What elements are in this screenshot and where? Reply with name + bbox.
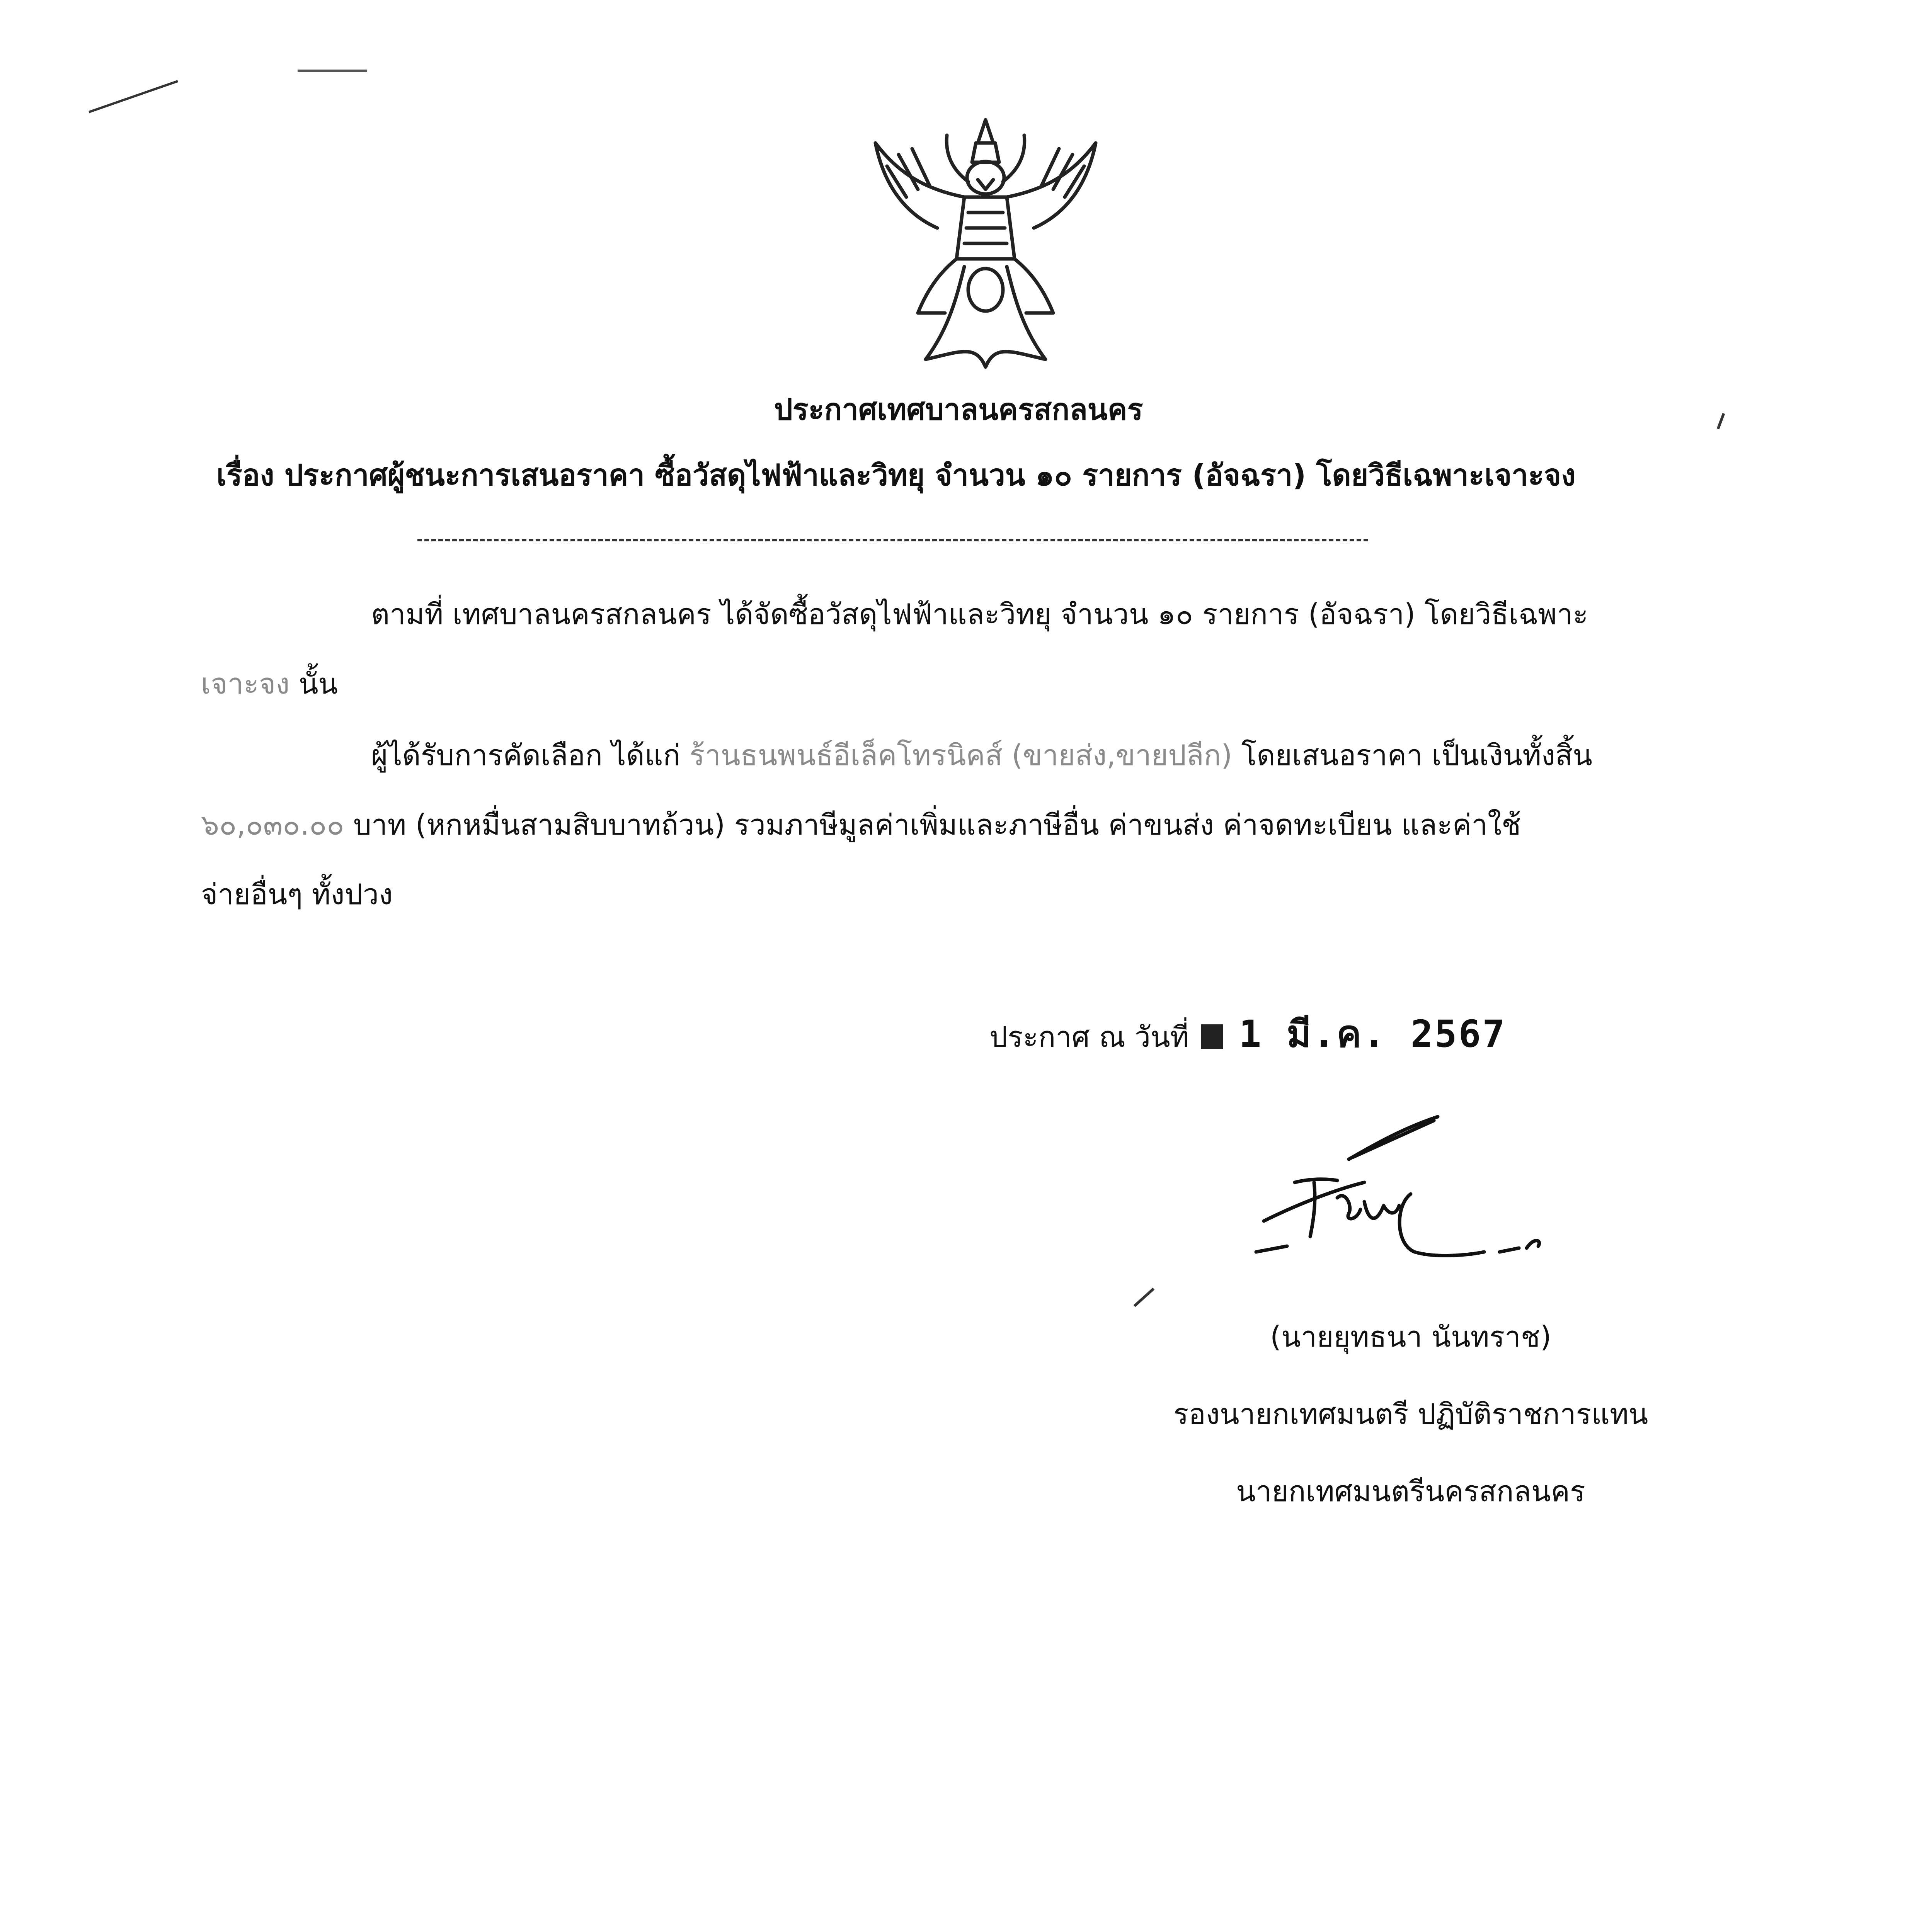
body-paragraph-2-line-2 <box>201 806 1521 844</box>
signatory-position-line-2: นายกเทศมนตรีนครสกลนคร <box>1236 1475 1585 1508</box>
scan-mark <box>298 70 367 72</box>
body-paragraph-2-line-3: จ่ายอื่นๆ ทั้งปวง <box>201 878 393 911</box>
date-value: 1 มี.ค. 2567 <box>1239 1012 1507 1056</box>
announcement-title: ประกาศเทศบาลนครสกลนคร <box>774 392 1143 427</box>
garuda-emblem-icon <box>860 112 1111 383</box>
body-text: นั้น <box>289 667 338 701</box>
date-label: ประกาศ ณ วันที่ <box>989 1020 1189 1054</box>
scan-mark <box>85 73 186 120</box>
selected-vendor: ร้านธนพนธ์อีเล็คโทรนิคส์ (ขายส่ง,ขายปลีก) <box>689 739 1233 772</box>
date-stamp-icon <box>1201 1024 1223 1049</box>
announcement-subject: เรื่อง ประกาศผู้ชนะการเสนอราคา ซื้อวัสดุไฟฟ้าและวิทยุ จำนวน ๑๐ รายการ (อัจฉรา) โดยวิธีเฉพาะเจาะจง <box>216 458 1576 492</box>
signatory-position-line-1: รองนายกเทศมนตรี ปฏิบัติราชการแทน <box>1173 1398 1648 1431</box>
divider-line <box>417 539 1368 541</box>
scan-mark <box>1712 410 1728 433</box>
body-paragraph-1-line-1: ตามที่ เทศบาลนครสกลนคร ได้จัดซื้อวัสดุไฟฟ้าและวิทยุ จำนวน ๑๐ รายการ (อัจฉรา) โดยวิธีเฉพาะ <box>371 598 1588 631</box>
body-text: ผู้ได้รับการคัดเลือก ได้แก่ <box>371 739 690 772</box>
body-text: บาท (หกหมื่นสามสิบบาทถ้วน) รวมภาษีมูลค่าเพิ่มและภาษีอื่น ค่าขนส่ง ค่าจดทะเบียน และค่าใช้ <box>344 808 1521 842</box>
signatory-name: (นายยุทธนา นันทราช) <box>1270 1320 1551 1354</box>
scan-mark <box>1129 1283 1159 1314</box>
body-text: โดยเสนอราคา เป็นเงินทั้งสิ้น <box>1232 739 1592 772</box>
handwritten-signature <box>1248 1113 1596 1287</box>
body-faint-text: เจาะจง <box>201 667 290 701</box>
price-amount: ๖๐,๐๓๐.๐๐ <box>201 808 344 842</box>
body-paragraph-1-line-2 <box>201 665 338 703</box>
body-paragraph-2-line-1 <box>371 736 1592 775</box>
announcement-date <box>989 1005 1506 1063</box>
